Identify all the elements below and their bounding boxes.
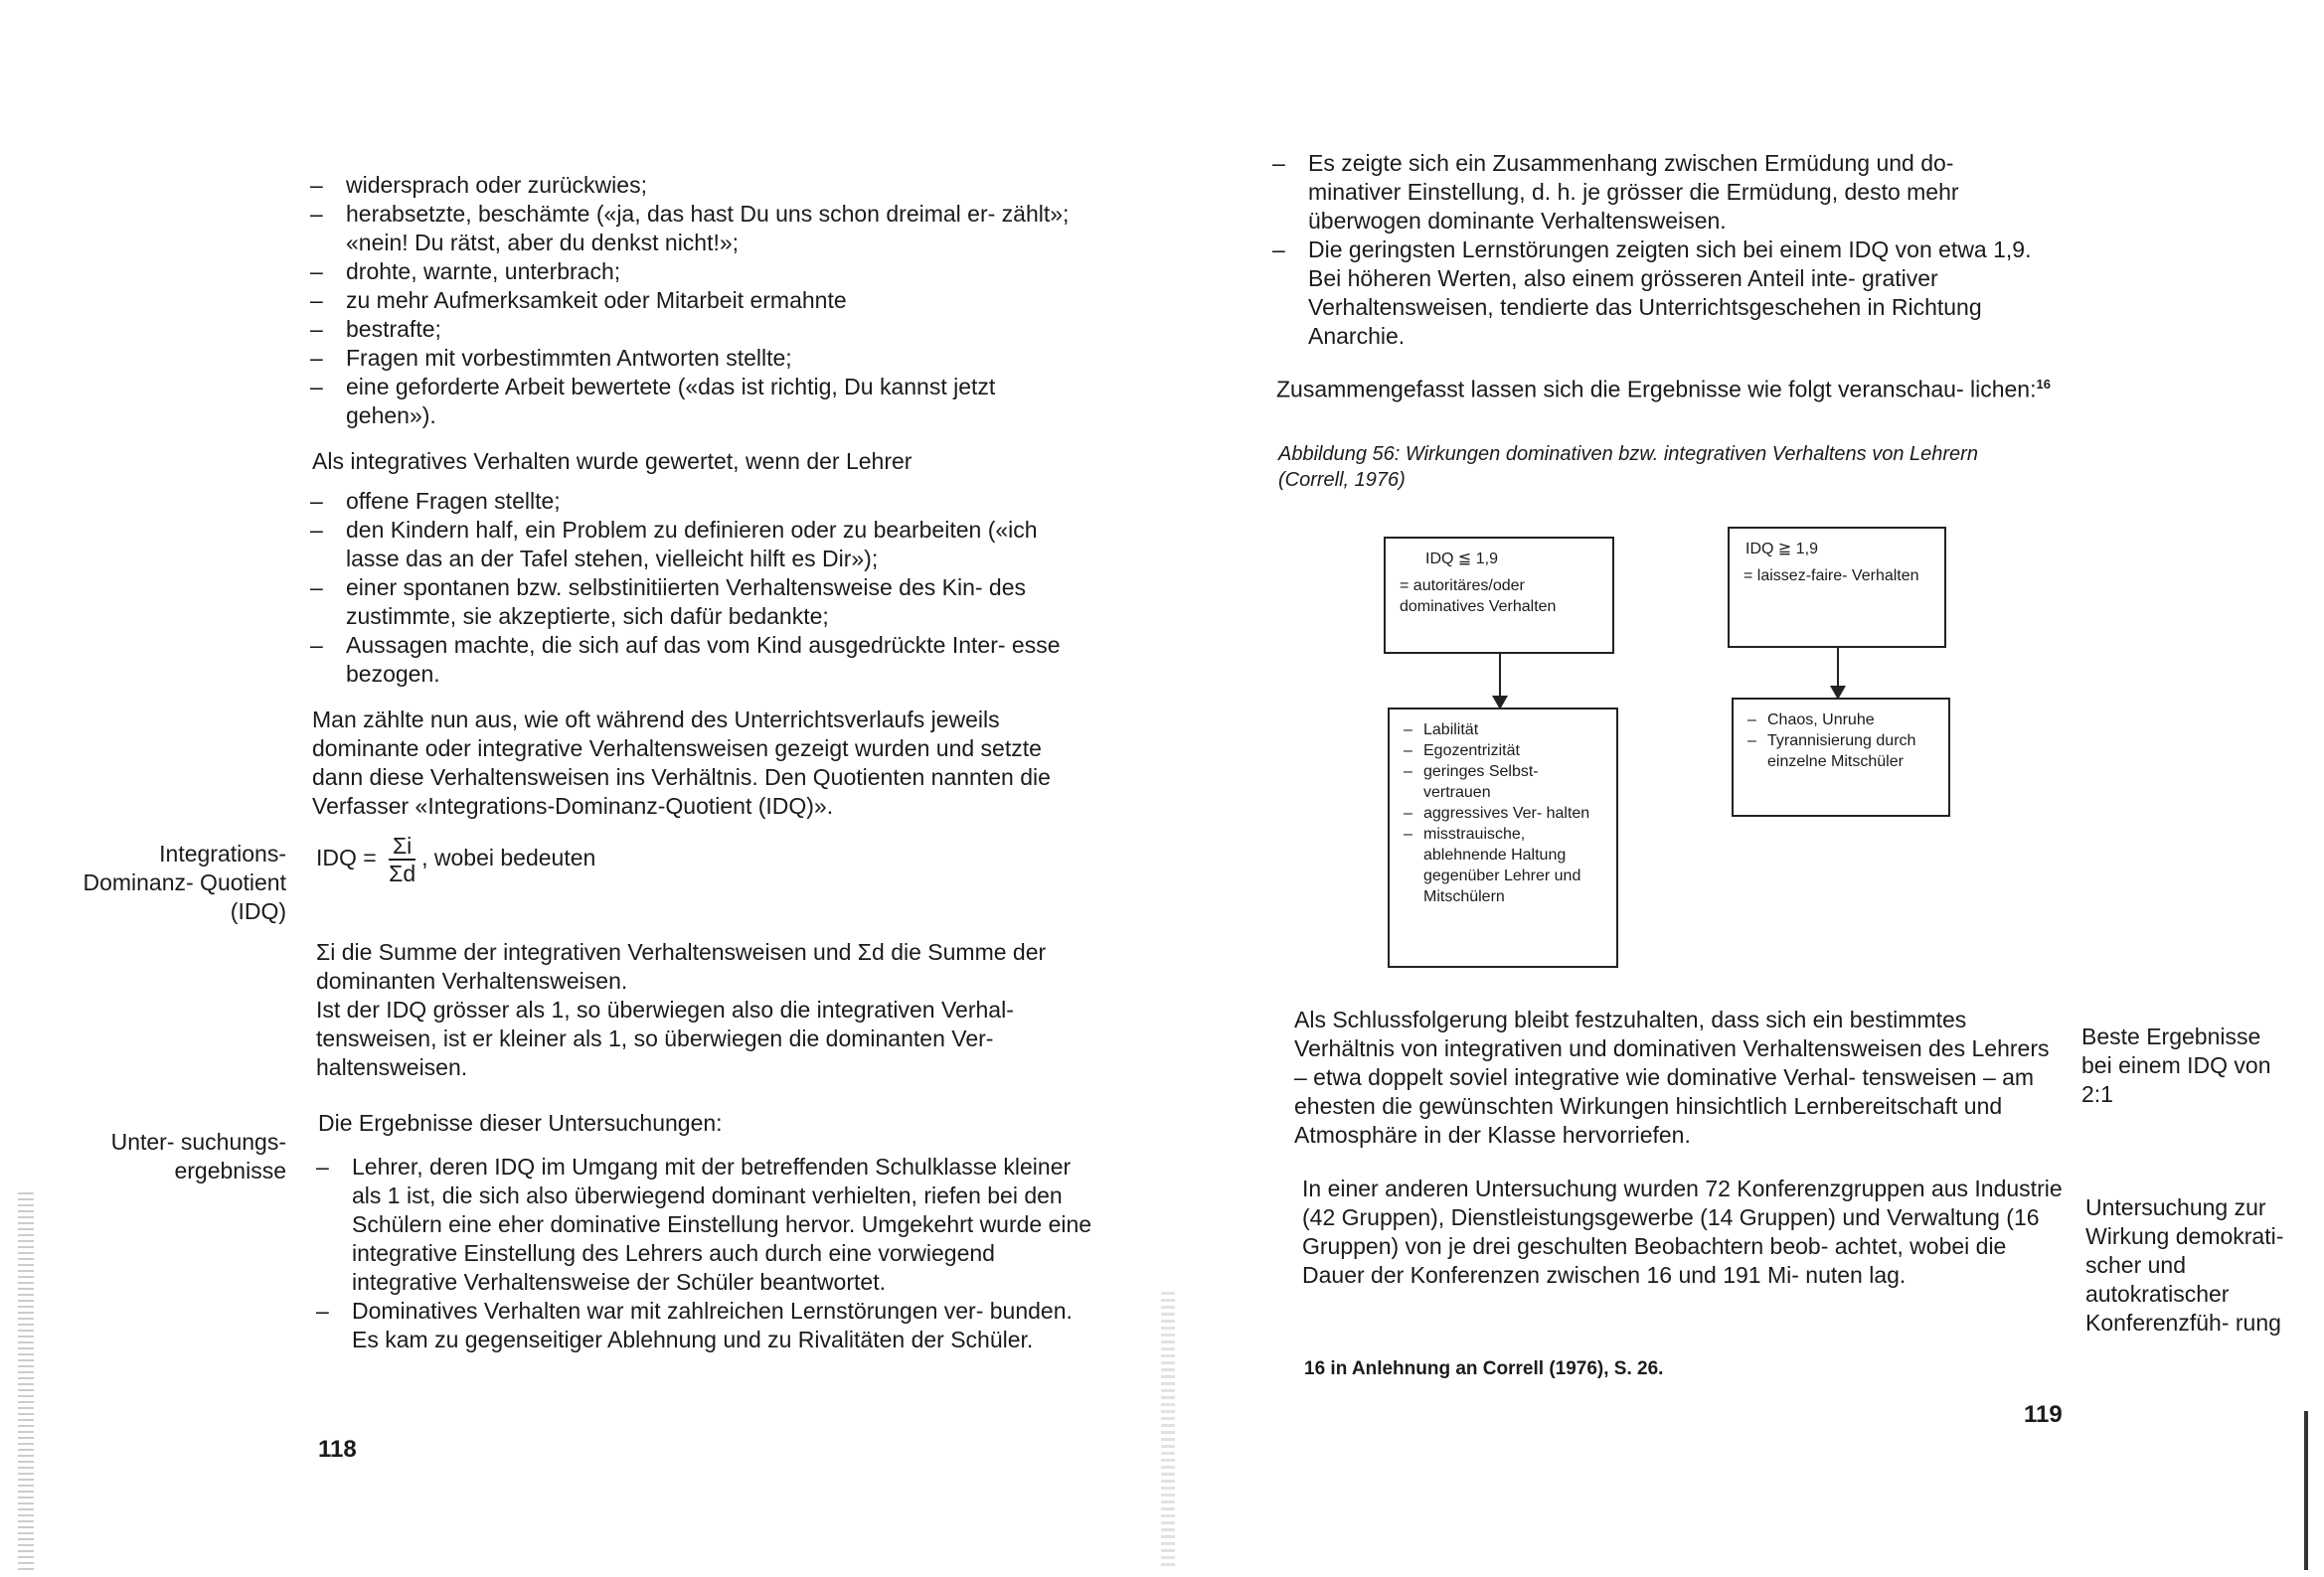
- list-item: – Die geringsten Lernstörungen zeigten sich bei einem IDQ von etwa 1,9. Bei höheren Werten, also einem grösseren Anteil inte- grativer Verhaltensweisen, tendierte das Unterrichtsgeschehen in Richtung Anarchie.: [1272, 236, 2048, 351]
- list-item: – Egozentrizität: [1404, 740, 1602, 761]
- list-item: – Chaos, Unruhe: [1747, 710, 1934, 730]
- list-item: – Tyrannisierung durch einzelne Mitschüler: [1747, 730, 1934, 772]
- box-laissez-faire-header: IDQ ≧ 1,9: [1745, 541, 1818, 557]
- box-dominative-header: IDQ ≦ 1,9: [1425, 551, 1498, 567]
- list-item: – offene Fragen stellte;: [310, 487, 1085, 516]
- list-item: – herabsetzte, beschämte («ja, das hast Du uns schon dreimal er- zählt»; «nein! Du rätst, aber du denkst nicht!»;: [310, 200, 1085, 257]
- list-item: – bestrafte;: [310, 315, 1085, 344]
- dominative-effects-list: [1404, 719, 1602, 907]
- definition-paragraph: Σi die Summe der integrativen Verhaltensweisen und Σd die Summe der dominanten Verhaltensweisen.: [316, 939, 1047, 994]
- idq-formula: [316, 833, 913, 886]
- list-item: – Aussagen machte, die sich auf das vom Kind ausgedrückte Inter- esse bezogen.: [310, 631, 1085, 689]
- margin-note-idq: Integrations- Dominanz- Quotient (IDQ): [83, 841, 286, 924]
- list-item: – aggressives Ver- halten: [1404, 803, 1602, 824]
- scan-edge-right: [2304, 1411, 2308, 1570]
- results-intro: Die Ergebnisse dieser Untersuchungen:: [318, 1110, 723, 1136]
- scan-edge-left: [18, 1192, 34, 1570]
- list-item: – eine geforderte Arbeit bewertete («das ist richtig, Du kannst jetzt gehen»).: [310, 373, 1085, 430]
- list-item: – Fragen mit vorbestimmten Antworten stellte;: [310, 344, 1085, 373]
- page-number-right: 119: [2024, 1401, 2063, 1428]
- other-study-paragraph: In einer anderen Untersuchung wurden 72 Konferenzgruppen aus Industrie (42 Gruppen), Dienstleistungsgewerbe (14 Gruppen) und Verwaltung (16 Gruppen) von je drei geschulten Beobachtern beob- achtet, wobei die Dauer der Konferenzen zwischen 16 und 191 Mi- nuten lag.: [1302, 1176, 2063, 1288]
- integrative-behavior-list: [310, 487, 1085, 689]
- list-item: – den Kindern half, ein Problem zu definieren oder zu bearbeiten («ich lasse das an der Tafel stehen, vielleicht hilft es Dir»);: [310, 516, 1085, 573]
- list-item: – misstrauische, ablehnende Haltung gegenüber Lehrer und Mitschülern: [1404, 824, 1602, 907]
- arrow-down-icon: [1837, 648, 1839, 698]
- idq-paragraph: Ist der IDQ grösser als 1, so überwiegen also die integrativen Verhal- tensweisen, ist er kleiner als 1, so überwiegen die dominanten Ver- haltensweisen.: [316, 997, 1014, 1080]
- list-item: – Dominatives Verhalten war mit zahlreichen Lernstörungen ver- bunden. Es kam zu gegenseitiger Ablehnung und zu Rivalitäten der Schüler.: [316, 1297, 1093, 1354]
- formula-rest: , wobei bedeuten: [421, 845, 596, 871]
- formula-lhs: IDQ =: [316, 845, 377, 871]
- box-dominative: [1384, 537, 1614, 654]
- summary-paragraph: [1276, 370, 2052, 404]
- box-laissez-faire-effects: [1732, 698, 1950, 817]
- conclusion-paragraph: Als Schlussfolgerung bleibt festzuhalten, dass sich ein bestimmtes Verhältnis von integrativen und dominativen Verhaltensweisen des Lehrers – etwa doppelt soviel integrative wie dominative Verhal- tensweisen – am ehesten die gewünschten Wirkungen hinsichtlich Lernbereitschaft und Atmosphäre in der Klasse hervorriefen.: [1294, 1007, 2050, 1148]
- formula-denominator: Σd: [389, 861, 416, 886]
- list-item: – Labilität: [1404, 719, 1602, 740]
- list-item: – Lehrer, deren IDQ im Umgang mit der betreffenden Schulklasse kleiner als 1 ist, die sich also überwiegend dominant verhielten, riefen bei den Schülern eine eher dominative Einstellung hervor. Umgekehrt wurde eine integrative Einstellung des Lehrers auch durch eine vorwiegend integrative Verhaltensweise der Schüler beantwortet.: [316, 1153, 1093, 1297]
- figure-caption: Abbildung 56: Wirkungen dominativen bzw. integrativen Verhaltens von Lehrern (Correll, 1976): [1278, 443, 1978, 491]
- box-dominative-body: = autoritäres/oder dominatives Verhalten: [1400, 577, 1557, 615]
- box-laissez-faire: [1728, 527, 1946, 648]
- footnote: 16 in Anlehnung an Correll (1976), S. 26.: [1304, 1358, 1664, 1379]
- footnote-mark: 16: [2036, 377, 2051, 392]
- list-item: – einer spontanen bzw. selbstinitiierten Verhaltensweise des Kin- des zustimmte, sie akzeptierte, sich dafür bedankte;: [310, 573, 1085, 631]
- results-list: [316, 1153, 1093, 1354]
- list-item: – zu mehr Aufmerksamkeit oder Mitarbeit ermahnte: [310, 286, 1085, 315]
- results-list-continued: [1272, 149, 2048, 351]
- book-gutter: [1161, 1292, 1175, 1570]
- box-dominative-effects: [1388, 708, 1618, 968]
- formula-numerator: Σi: [389, 833, 415, 861]
- arrow-down-icon: [1499, 654, 1501, 708]
- formula-fraction: [389, 833, 415, 886]
- dominant-behavior-list: [310, 171, 1085, 430]
- list-item: – Es zeigte sich ein Zusammenhang zwischen Ermüdung und do- minativer Einstellung, d. h. je grösser die Ermüdung, desto mehr überwogen dominante Verhaltensweisen.: [1272, 149, 2048, 236]
- integrative-intro: Als integratives Verhalten wurde gewertet, wenn der Lehrer: [312, 448, 913, 474]
- count-paragraph: Man zählte nun aus, wie oft während des Unterrichtsverlaufs jeweils dominante oder integrative Verhaltensweisen gezeigt wurden und setzte dann diese Verhaltensweisen ins Verhältnis. Den Quotienten nannten die Verfasser «Integrations-Dominanz-Quotient (IDQ)».: [312, 707, 1051, 819]
- box-laissez-faire-body: = laissez-faire- Verhalten: [1743, 567, 1919, 584]
- laissez-faire-effects-list: [1747, 710, 1934, 772]
- summary-text: Zusammengefasst lassen sich die Ergebnisse wie folgt veranschau- lichen:: [1276, 376, 2037, 402]
- margin-note-study: Untersuchung zur Wirkung demokrati- scher und autokratischer Konferenzfüh- rung: [2085, 1194, 2284, 1336]
- list-item: – geringes Selbst- vertrauen: [1404, 761, 1602, 803]
- list-item: – widersprach oder zurückwies;: [310, 171, 1085, 200]
- margin-note-best: Beste Ergebnisse bei einem IDQ von 2:1: [2081, 1024, 2271, 1107]
- margin-note-results: Unter- suchungs- ergebnisse: [110, 1129, 286, 1183]
- page-number-left: 118: [318, 1436, 357, 1463]
- list-item: – drohte, warnte, unterbrach;: [310, 257, 1085, 286]
